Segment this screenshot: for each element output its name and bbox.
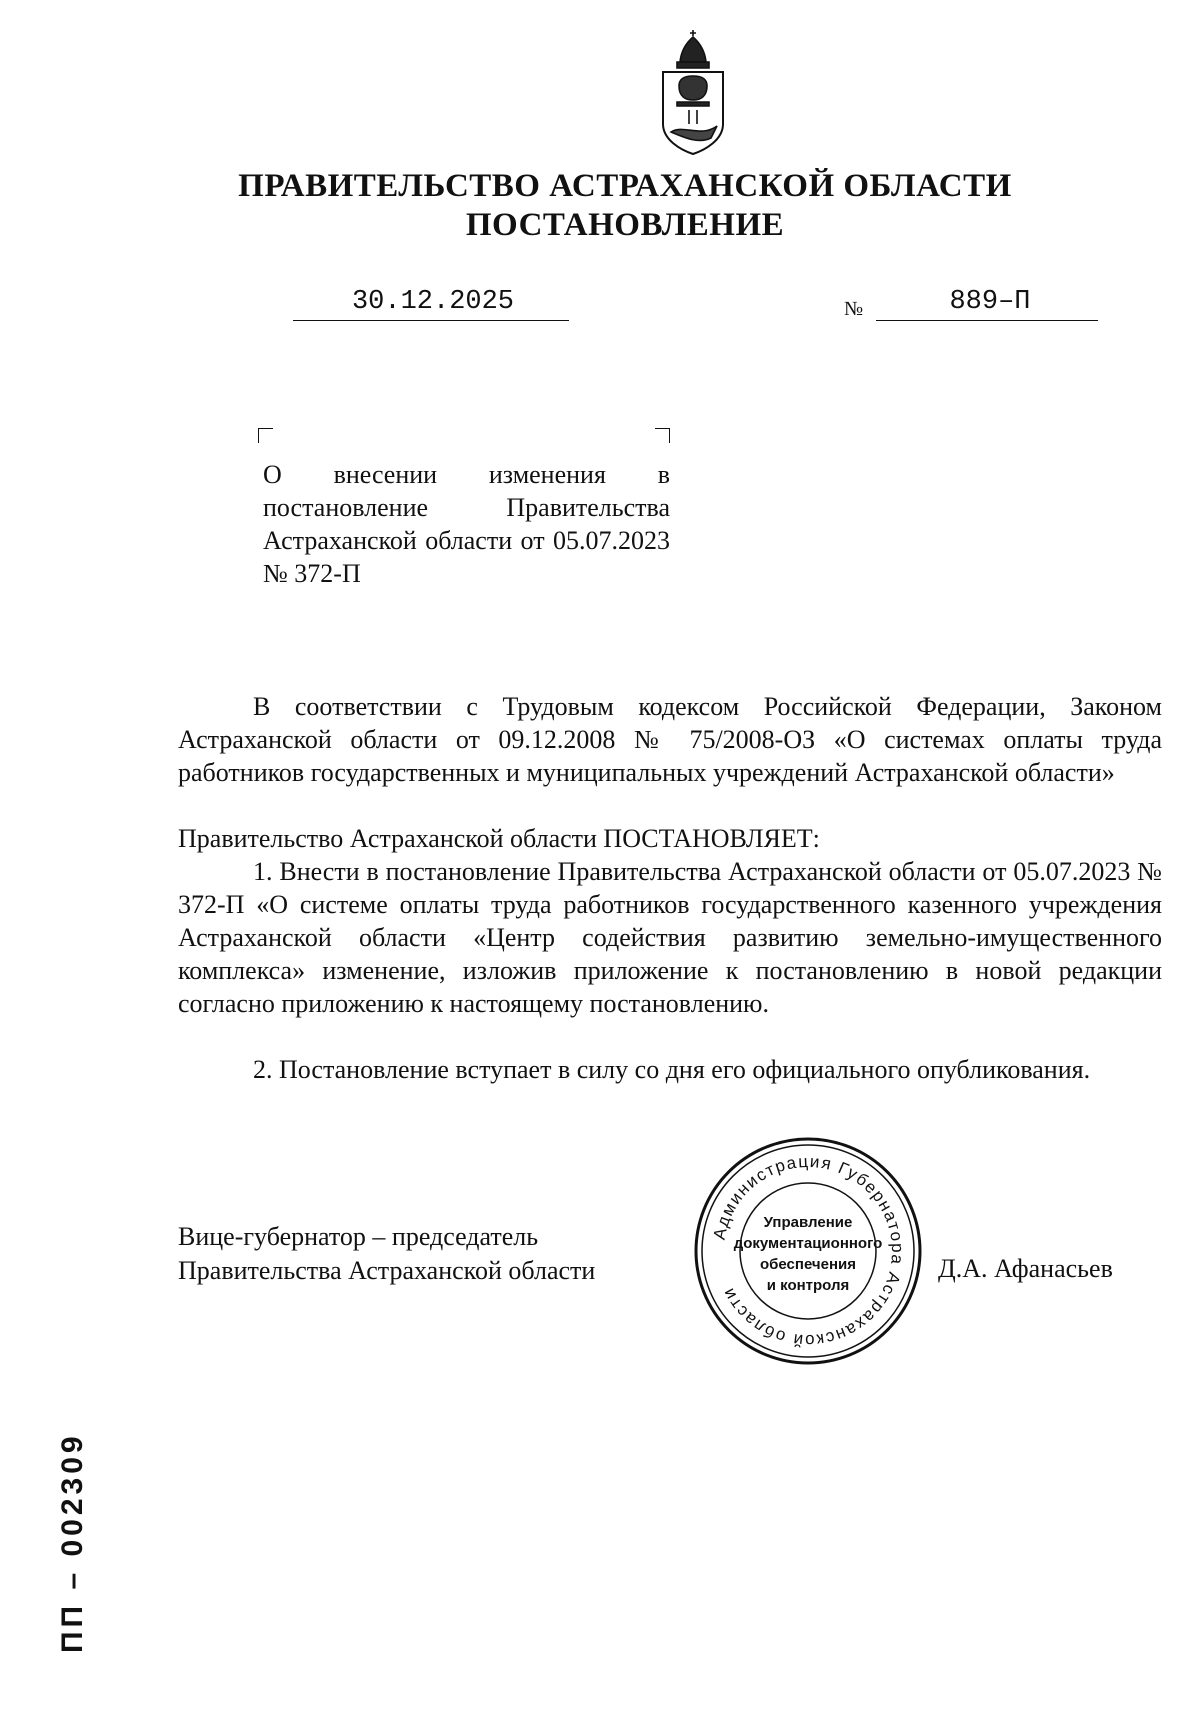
preamble-paragraph: В соответствии с Трудовым кодексом Российской Федерации, Законом Астраханской области от 09.12.2008 № 75/2008-ОЗ «О системах оплаты труда работников государственных и муниципальных учреждений Астраханской области» bbox=[178, 692, 1162, 787]
coat-of-arms-icon bbox=[655, 28, 731, 156]
signatory-position-line1: Вице-губернатор – председатель bbox=[178, 1222, 539, 1251]
signatory-name: Д.А. Афанасьев bbox=[938, 1254, 1113, 1283]
document-number: 889–П bbox=[949, 287, 1031, 317]
form-serial-text: ПП – 002309 bbox=[56, 1432, 89, 1653]
number-sign: № bbox=[844, 298, 864, 320]
date-underline bbox=[293, 320, 569, 321]
official-stamp bbox=[692, 1135, 924, 1367]
item-1-paragraph: 1. Внести в постановление Правительства Астраханской области от 05.07.2023 № 372-П «О системе оплаты труда работников государственного казенного учреждения Астраханской области «Центр содействия развитию земельно-имущественного комплекса» изменение, изложив приложение к постановлению в новой редакции согласно приложению к настоящему постановлению. bbox=[178, 857, 1162, 1018]
document-type-title: ПОСТАНОВЛЕНИЕ bbox=[465, 207, 785, 243]
stamp-ring-text: Администрация Губернатора Астраханской области bbox=[709, 1151, 908, 1351]
stamp-center-line3: обеспечения bbox=[759, 1256, 857, 1273]
stamp-center-line1: Управление bbox=[763, 1214, 853, 1231]
stamp-center-line2: документационного bbox=[733, 1235, 883, 1252]
subject-corner-right bbox=[655, 428, 670, 443]
subject-corner-left bbox=[258, 428, 273, 443]
document-date: 30.12.2025 bbox=[351, 287, 515, 317]
stamp-center-line4: и контроля bbox=[766, 1277, 850, 1294]
organization-title: ПРАВИТЕЛЬСТВО АСТРАХАНСКОЙ ОБЛАСТИ bbox=[238, 168, 1012, 204]
form-serial bbox=[12, 1408, 112, 1658]
item-2-paragraph: 2. Постановление вступает в силу со дня его официального опубликования. bbox=[253, 1055, 1091, 1084]
signatory-position bbox=[178, 1220, 595, 1288]
signatory-position-line2: Правительства Астраханской области bbox=[178, 1256, 596, 1285]
document-subject: О внесении изменения в постановление Правительства Астраханской области от 05.07.2023 № 372-П bbox=[263, 460, 670, 588]
resolves-paragraph: Правительство Астраханской области ПОСТАНОВЛЯЕТ: bbox=[178, 824, 820, 853]
number-underline bbox=[876, 320, 1098, 321]
